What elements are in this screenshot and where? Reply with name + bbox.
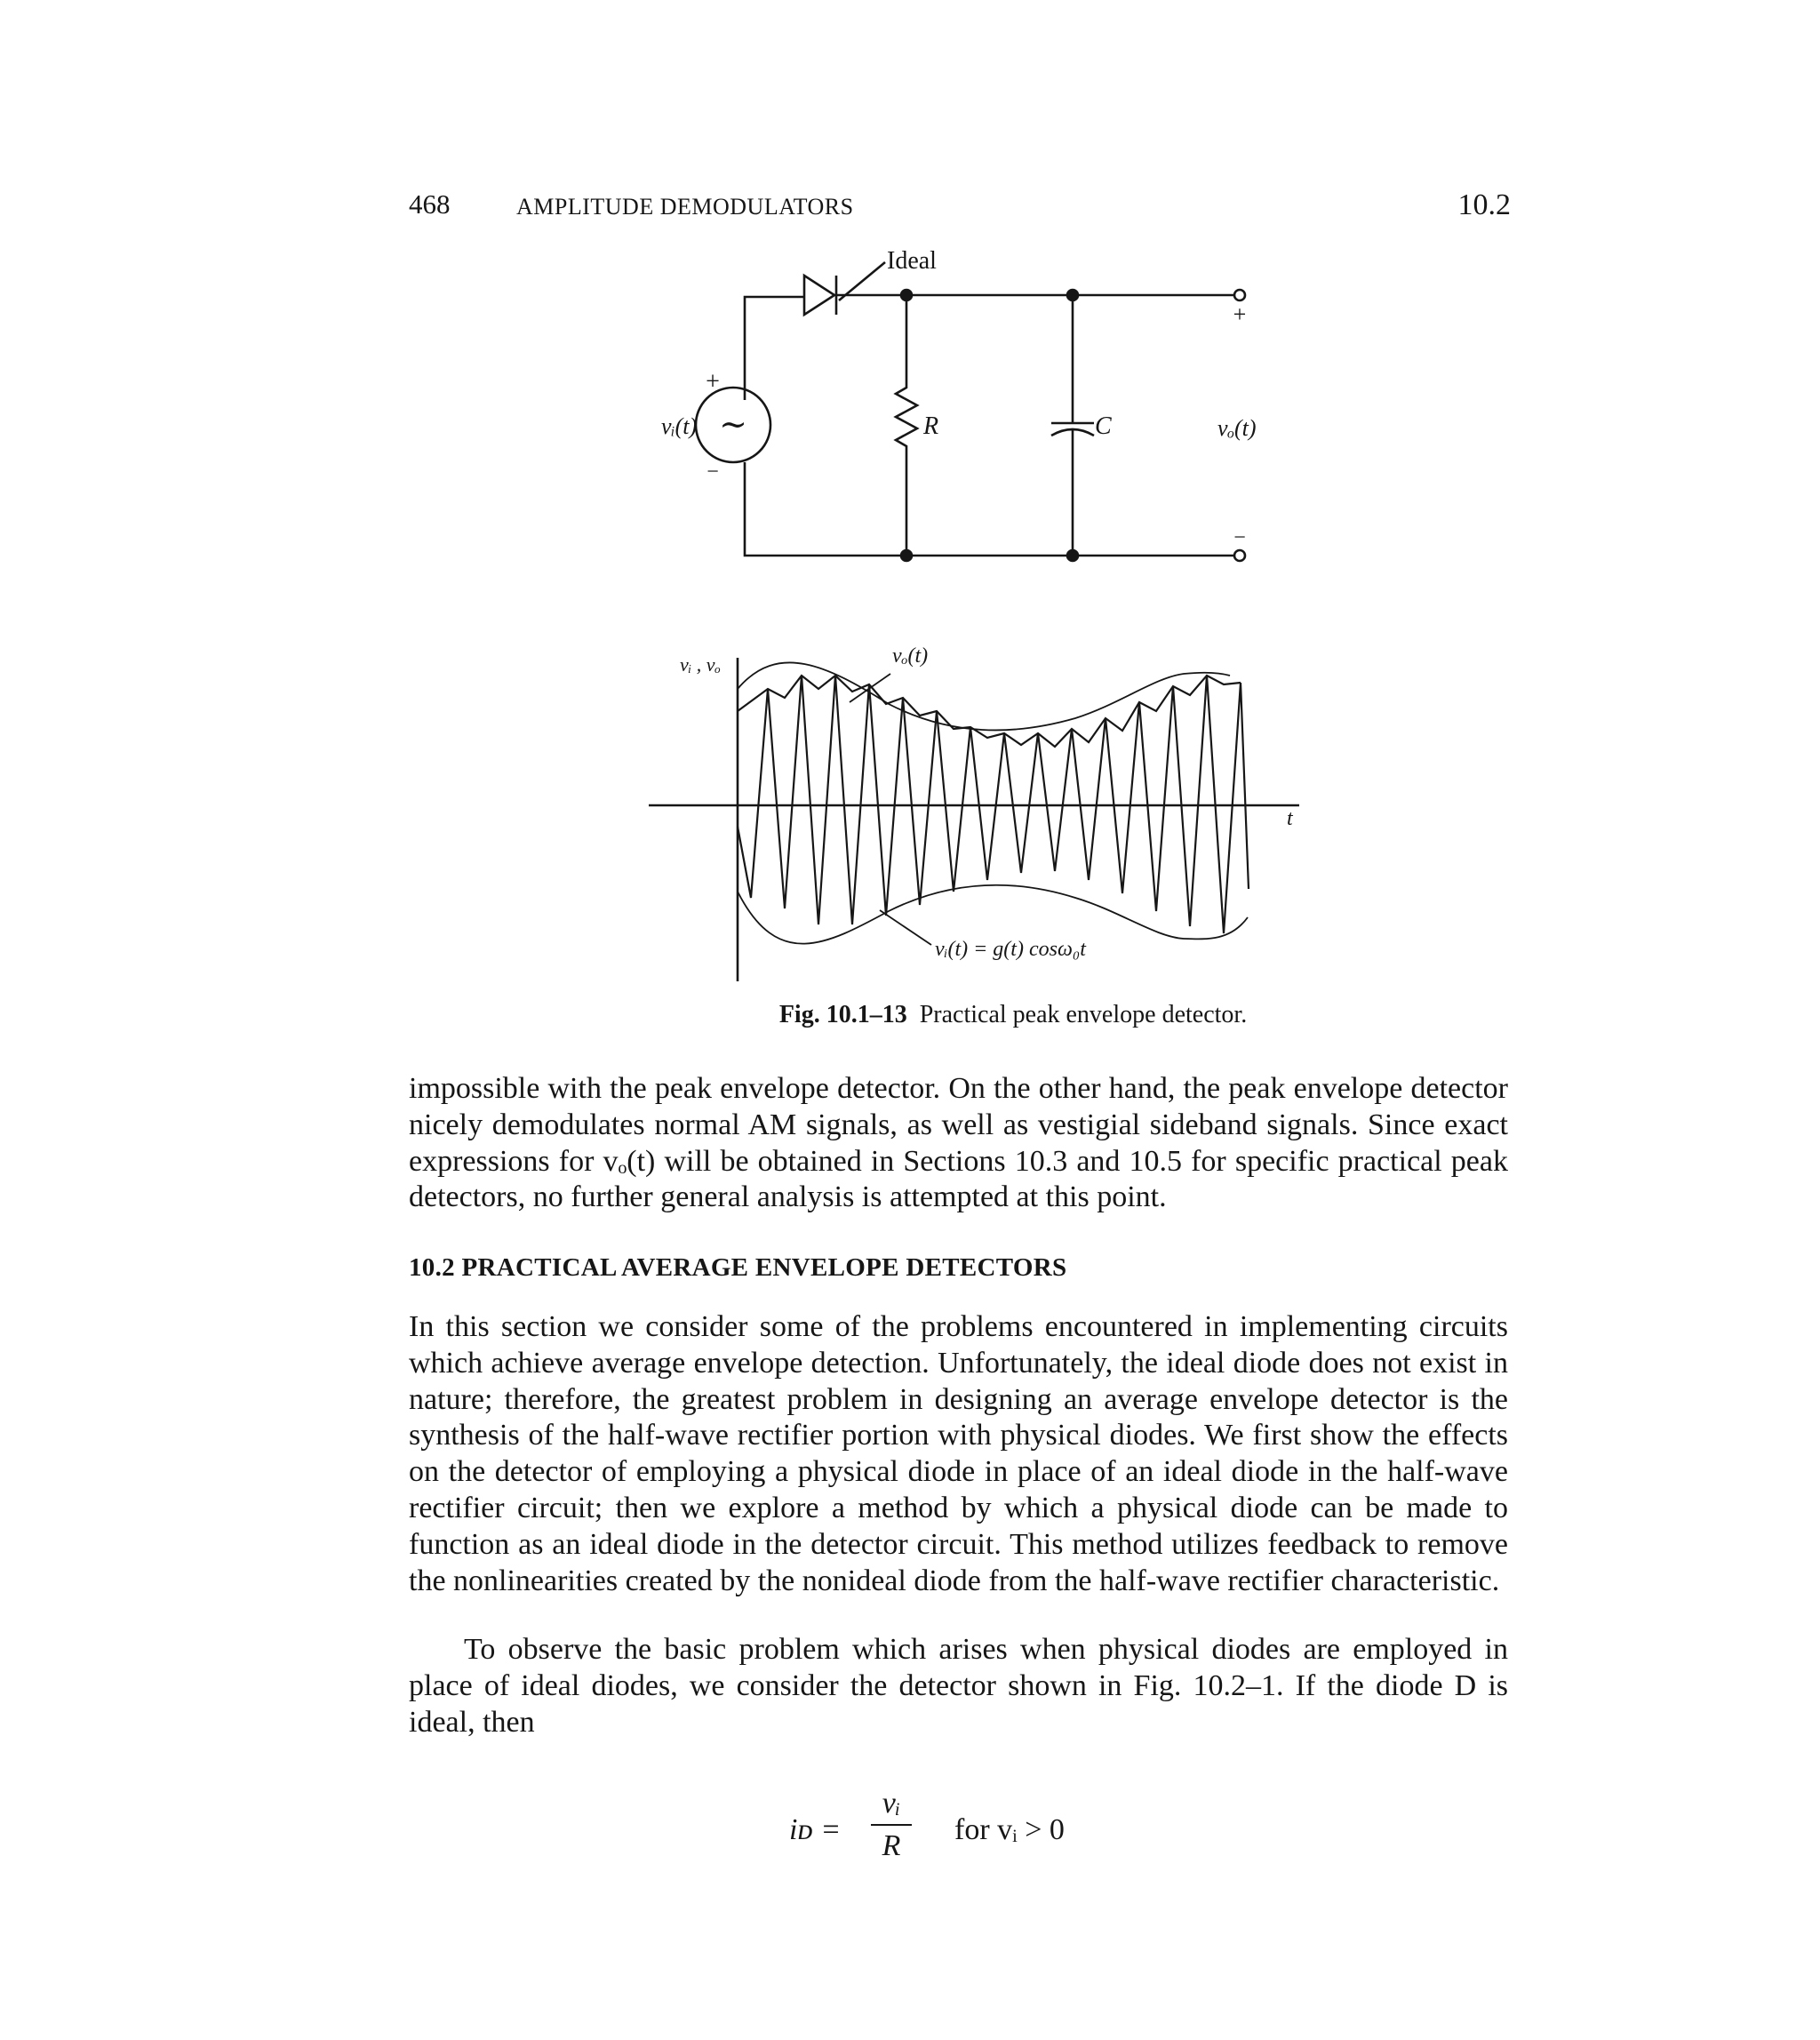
paragraph-1: impossible with the peak envelope detector. On the other hand, the peak envelope detector nicely demodulates normal AM signals, as well as vestigial sideband signals. Since exact expressions for vₒ(t) will be obtained in Sections 10.3 and 10.5 for specific practical peak detectors, no further general analysis is attempted at this point. (409, 1072, 1508, 1214)
paragraph-2: In this section we consider some of the problems encountered in implementing circuits which achieve average envelope detection. Unfortunately, the ideal diode does not exist in nature; therefore, the greatest problem in designing an average envelope detector is the synthesis of the half-wave rectifier portion with physical diodes. We first show the effects on the detector of employing a physical diode in place of an ideal diode in the half-wave rectifier circuit; then we explore a method by which a physical diode can be made to function as an ideal diode in the detector circuit. This method utilizes feedback to remove the nonlinearities created by the nonideal diode from the half-wave rectifier characteristic. (409, 1310, 1508, 1597)
input-envelope-upper (738, 662, 1230, 730)
output-minus-sign: − (1233, 526, 1246, 549)
fraction-bar (871, 1824, 912, 1826)
output-label: vₒ(t) (1217, 415, 1257, 441)
equation-denominator: R (882, 1829, 901, 1862)
capacitor-symbol (1051, 295, 1094, 556)
paragraph-3: To observe the basic problem which arises when physical diodes are employed in place of ideal diodes, we consider the detector shown in Fig. 10.2–1. If the diode D is ideal, then (409, 1633, 1508, 1739)
output-curve-label: vₒ(t) (892, 644, 929, 668)
junction-dot (1067, 550, 1078, 561)
resistor-symbol (896, 295, 917, 556)
equation-condition: for vᵢ > 0 (954, 1813, 1065, 1846)
source-plus-sign: + (706, 368, 720, 396)
input-envelope-lower (738, 885, 1248, 944)
page-number: 468 (409, 188, 451, 220)
junction-dot (1067, 290, 1078, 300)
input-curve-label: vᵢ(t) = g(t) cosω₀t (935, 938, 1086, 961)
circuit-diagram (696, 262, 1245, 561)
diode-symbol (804, 276, 836, 315)
equation-fraction (871, 1787, 912, 1863)
diode-label: Ideal (887, 247, 937, 275)
x-axis-label: t (1287, 807, 1293, 830)
junction-dot (901, 290, 912, 300)
output-terminal-bottom (1234, 550, 1245, 561)
resistor-label: R (923, 412, 939, 440)
y-axis-label: vᵢ , vₒ (680, 653, 721, 676)
figure-caption (409, 1001, 1511, 1029)
source-symbol: ∼ (719, 406, 747, 444)
figure-number: Fig. 10.1–13 (778, 1001, 907, 1028)
section-number: 10.2 (1457, 188, 1511, 221)
source-label: vᵢ(t) (661, 413, 698, 439)
output-plus-sign: + (1233, 301, 1247, 327)
capacitor-label: C (1095, 412, 1112, 440)
input-curve-leader (880, 910, 931, 945)
output-voltage-curve (738, 676, 1241, 747)
circuit-wire-bottom-left (745, 462, 1235, 556)
output-terminal-top (1234, 290, 1245, 300)
equation-numerator: vᵢ (882, 1787, 901, 1820)
circuit-wire-top-left (745, 297, 804, 400)
figure-caption-text: Practical peak envelope detector. (919, 1001, 1248, 1028)
waveform-plot (649, 658, 1299, 981)
section-heading: 10.2 PRACTICAL AVERAGE ENVELOPE DETECTORS (409, 1253, 1067, 1282)
source-minus-sign: − (706, 460, 719, 484)
equation-lhs: iᴅ = (789, 1813, 842, 1846)
junction-dot (901, 550, 912, 561)
running-title: AMPLITUDE DEMODULATORS (516, 194, 854, 220)
equation (789, 1787, 1109, 1876)
